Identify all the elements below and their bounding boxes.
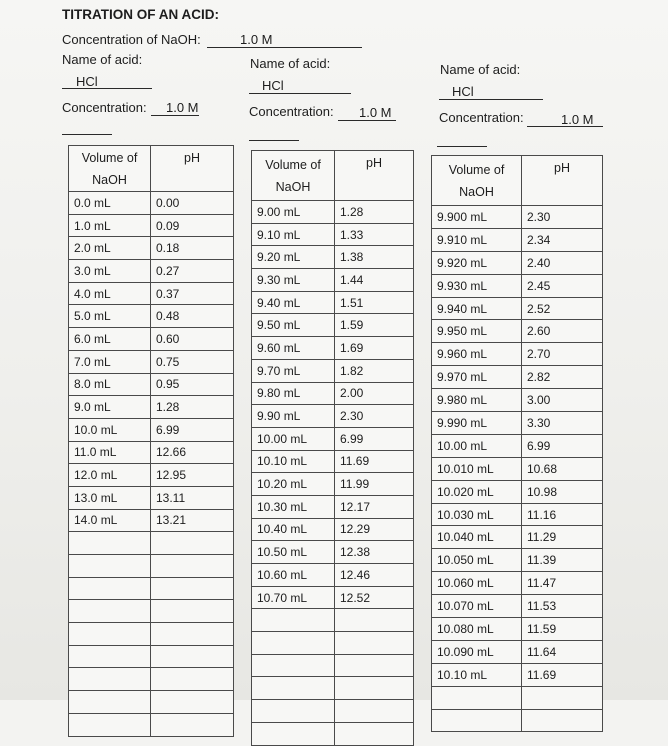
ph-cell: 0.37 [151, 282, 234, 305]
volume-cell: 10.080 mL [432, 618, 522, 641]
table-row [252, 700, 414, 723]
volume-cell [69, 645, 151, 668]
table-row [432, 709, 603, 732]
header-row [69, 146, 234, 192]
naoh-concentration-value: 1.0 M [240, 32, 273, 47]
ph-cell: 12.95 [151, 464, 234, 487]
volume-cell: 10.00 mL [432, 434, 522, 457]
table-row [252, 269, 414, 292]
trial1-concentration-label: Concentration: [62, 100, 147, 115]
ph-cell: 1.28 [151, 396, 234, 419]
trial2-concentration-underline [338, 120, 396, 121]
trial1-table [68, 145, 234, 737]
table-row [432, 526, 603, 549]
table-row [252, 564, 414, 587]
volume-header-line1: Volume of [81, 150, 138, 165]
volume-cell: 11.0 mL [69, 441, 151, 464]
ph-cell [335, 654, 414, 677]
table-row [252, 405, 414, 428]
ph-cell: 1.33 [335, 223, 414, 246]
volume-cell [69, 713, 151, 736]
volume-cell: 9.80 mL [252, 382, 335, 405]
ph-cell: 12.29 [335, 518, 414, 541]
ph-cell: 11.99 [335, 473, 414, 496]
volume-cell: 9.970 mL [432, 366, 522, 389]
volume-cell: 10.40 mL [252, 518, 335, 541]
volume-cell: 10.70 mL [252, 586, 335, 609]
trial3-concentration-underline [527, 126, 603, 127]
volume-cell: 4.0 mL [69, 282, 151, 305]
ph-cell [335, 677, 414, 700]
ph-cell: 12.66 [151, 441, 234, 464]
volume-cell: 9.10 mL [252, 223, 335, 246]
volume-cell: 9.50 mL [252, 314, 335, 337]
trial2-blank-line [249, 140, 299, 141]
ph-cell: 3.00 [522, 389, 603, 412]
table-row [432, 618, 603, 641]
volume-cell: 10.010 mL [432, 457, 522, 480]
table-row [69, 237, 234, 260]
table-row [432, 389, 603, 412]
volume-header [252, 151, 335, 201]
table-row [69, 486, 234, 509]
table-row [432, 595, 603, 618]
trial2-table [251, 150, 414, 746]
table-row [69, 691, 234, 714]
ph-cell: 1.69 [335, 337, 414, 360]
ph-cell [522, 709, 603, 732]
volume-cell [69, 532, 151, 555]
ph-cell: 3.30 [522, 412, 603, 435]
volume-cell: 9.0 mL [69, 396, 151, 419]
table-row [432, 343, 603, 366]
trial2-acid-name-value: HCl [262, 78, 284, 93]
header-row [432, 156, 603, 206]
volume-cell: 0.0 mL [69, 192, 151, 215]
worksheet-title: TITRATION OF AN ACID: [62, 7, 219, 22]
volume-cell [252, 609, 335, 632]
ph-cell [151, 623, 234, 646]
ph-cell: 2.00 [335, 382, 414, 405]
ph-cell [335, 609, 414, 632]
ph-cell: 12.38 [335, 541, 414, 564]
table-row [69, 668, 234, 691]
volume-cell: 10.040 mL [432, 526, 522, 549]
volume-cell: 10.20 mL [252, 473, 335, 496]
volume-cell: 12.0 mL [69, 464, 151, 487]
volume-cell: 1.0 mL [69, 214, 151, 237]
volume-cell: 10.10 mL [432, 663, 522, 686]
table-row [69, 214, 234, 237]
volume-cell: 10.50 mL [252, 541, 335, 564]
volume-cell: 3.0 mL [69, 260, 151, 283]
ph-cell: 11.39 [522, 549, 603, 572]
volume-cell: 10.0 mL [69, 418, 151, 441]
table-row [432, 251, 603, 274]
table-row [432, 457, 603, 480]
naoh-concentration-underline [207, 47, 362, 48]
trial3-acid-name-label: Name of acid: [440, 62, 521, 77]
ph-cell: 2.45 [522, 274, 603, 297]
volume-cell: 7.0 mL [69, 350, 151, 373]
trial3-acid-underline [439, 99, 543, 100]
trial1-concentration-underline [151, 115, 199, 116]
volume-cell: 9.930 mL [432, 274, 522, 297]
ph-cell: 2.40 [522, 251, 603, 274]
ph-cell [151, 532, 234, 555]
ph-cell [335, 700, 414, 723]
volume-cell [432, 686, 522, 709]
table-row [252, 541, 414, 564]
table-row [69, 713, 234, 736]
volume-cell: 9.00 mL [252, 201, 335, 224]
volume-cell: 9.40 mL [252, 291, 335, 314]
trial2-concentration-label: Concentration: [249, 104, 334, 119]
table-row [432, 206, 603, 229]
ph-cell: 11.69 [522, 663, 603, 686]
ph-cell: 10.68 [522, 457, 603, 480]
volume-cell: 10.060 mL [432, 572, 522, 595]
volume-cell: 9.960 mL [432, 343, 522, 366]
volume-cell: 10.030 mL [432, 503, 522, 526]
ph-cell [151, 600, 234, 623]
ph-cell: 0.27 [151, 260, 234, 283]
volume-header-line2: NaOH [275, 179, 311, 194]
ph-cell: 11.64 [522, 640, 603, 663]
ph-cell: 1.28 [335, 201, 414, 224]
volume-header-line2: NaOH [92, 172, 127, 187]
trial1-acid-name-label: Name of acid: [62, 52, 143, 67]
naoh-concentration-label: Concentration of NaOH: [62, 32, 201, 47]
ph-cell: 13.11 [151, 486, 234, 509]
ph-cell [151, 713, 234, 736]
trial3-table [431, 155, 603, 732]
table-row [69, 282, 234, 305]
trial3-concentration-label: Concentration: [439, 110, 524, 125]
ph-cell: 2.82 [522, 366, 603, 389]
ph-cell: 0.95 [151, 373, 234, 396]
volume-cell: 9.900 mL [432, 206, 522, 229]
volume-cell: 9.980 mL [432, 389, 522, 412]
volume-cell: 9.70 mL [252, 359, 335, 382]
ph-cell: 1.38 [335, 246, 414, 269]
table-row [252, 427, 414, 450]
trial3-concentration-value: 1.0 M [561, 112, 594, 127]
ph-cell [335, 632, 414, 655]
table-row [252, 722, 414, 745]
volume-cell: 6.0 mL [69, 328, 151, 351]
table-row [252, 495, 414, 518]
volume-cell: 9.920 mL [432, 251, 522, 274]
table-row [252, 201, 414, 224]
trial3-blank-line [437, 146, 487, 147]
volume-cell: 10.070 mL [432, 595, 522, 618]
ph-cell [151, 555, 234, 578]
volume-cell: 9.910 mL [432, 228, 522, 251]
ph-cell: 12.17 [335, 495, 414, 518]
ph-cell: 12.52 [335, 586, 414, 609]
volume-cell: 10.00 mL [252, 427, 335, 450]
volume-cell: 13.0 mL [69, 486, 151, 509]
ph-cell: 11.69 [335, 450, 414, 473]
ph-cell: 1.59 [335, 314, 414, 337]
header-row [252, 151, 414, 201]
ph-cell: 11.59 [522, 618, 603, 641]
table-row [252, 450, 414, 473]
ph-cell: 12.46 [335, 564, 414, 587]
table-row [432, 640, 603, 663]
table-row [252, 246, 414, 269]
table-row [69, 328, 234, 351]
table-row [432, 480, 603, 503]
ph-cell [151, 577, 234, 600]
ph-cell: 11.53 [522, 595, 603, 618]
volume-cell [69, 577, 151, 600]
volume-cell [252, 677, 335, 700]
volume-cell: 10.10 mL [252, 450, 335, 473]
table-row [252, 314, 414, 337]
ph-cell: 0.48 [151, 305, 234, 328]
volume-cell [252, 632, 335, 655]
volume-cell [69, 623, 151, 646]
table-row [252, 382, 414, 405]
volume-cell: 9.990 mL [432, 412, 522, 435]
table-row [69, 441, 234, 464]
table-row [432, 366, 603, 389]
table-row [432, 663, 603, 686]
ph-cell: 6.99 [335, 427, 414, 450]
ph-cell: 10.98 [522, 480, 603, 503]
table-row [252, 291, 414, 314]
table-row [432, 412, 603, 435]
table-row [69, 396, 234, 419]
table-row [69, 192, 234, 215]
volume-cell: 5.0 mL [69, 305, 151, 328]
ph-cell: 11.47 [522, 572, 603, 595]
volume-cell [432, 709, 522, 732]
ph-cell: 1.51 [335, 291, 414, 314]
table-row [69, 260, 234, 283]
ph-cell: 13.21 [151, 509, 234, 532]
table-row [252, 632, 414, 655]
trial2-acid-name-label: Name of acid: [250, 56, 331, 71]
table-row [432, 320, 603, 343]
table-row [432, 274, 603, 297]
volume-cell [69, 600, 151, 623]
table-row [69, 350, 234, 373]
volume-cell: 14.0 mL [69, 509, 151, 532]
table-row [69, 532, 234, 555]
table-row [252, 609, 414, 632]
ph-cell: 0.09 [151, 214, 234, 237]
ph-cell [522, 686, 603, 709]
ph-header: pH [151, 146, 234, 192]
volume-header-line1: Volume of [448, 162, 505, 177]
ph-cell: 0.60 [151, 328, 234, 351]
table-row [252, 677, 414, 700]
ph-cell: 1.44 [335, 269, 414, 292]
ph-cell: 1.82 [335, 359, 414, 382]
table-row [69, 305, 234, 328]
ph-cell [151, 645, 234, 668]
table-row [69, 600, 234, 623]
volume-cell [69, 691, 151, 714]
volume-cell: 10.050 mL [432, 549, 522, 572]
volume-cell: 10.60 mL [252, 564, 335, 587]
ph-cell: 6.99 [151, 418, 234, 441]
volume-cell: 10.020 mL [432, 480, 522, 503]
volume-header [69, 146, 151, 192]
table-row [69, 509, 234, 532]
table-row [252, 337, 414, 360]
ph-cell [151, 691, 234, 714]
volume-header [432, 156, 522, 206]
ph-cell: 11.16 [522, 503, 603, 526]
volume-cell: 9.30 mL [252, 269, 335, 292]
volume-cell [69, 668, 151, 691]
ph-header: pH [335, 151, 414, 201]
ph-cell: 2.30 [335, 405, 414, 428]
table-row [252, 359, 414, 382]
table-row [69, 577, 234, 600]
table-row [69, 555, 234, 578]
ph-cell: 2.30 [522, 206, 603, 229]
table-row [69, 418, 234, 441]
table-row [252, 586, 414, 609]
volume-cell [252, 722, 335, 745]
volume-cell: 9.90 mL [252, 405, 335, 428]
volume-cell: 9.60 mL [252, 337, 335, 360]
ph-cell: 6.99 [522, 434, 603, 457]
ph-cell: 2.52 [522, 297, 603, 320]
volume-cell [252, 700, 335, 723]
table-row [432, 297, 603, 320]
table-row [252, 654, 414, 677]
ph-cell: 0.00 [151, 192, 234, 215]
trial1-blank-line [62, 134, 112, 135]
trial1-concentration-value: 1.0 M [166, 100, 199, 115]
ph-cell: 2.70 [522, 343, 603, 366]
volume-cell: 9.20 mL [252, 246, 335, 269]
volume-cell: 8.0 mL [69, 373, 151, 396]
ph-header: pH [522, 156, 603, 206]
table-row [69, 373, 234, 396]
table-row [252, 223, 414, 246]
table-row [252, 473, 414, 496]
volume-cell: 10.090 mL [432, 640, 522, 663]
ph-cell: 2.34 [522, 228, 603, 251]
volume-cell: 2.0 mL [69, 237, 151, 260]
table-row [432, 434, 603, 457]
volume-cell: 9.950 mL [432, 320, 522, 343]
ph-cell [151, 668, 234, 691]
ph-cell [335, 722, 414, 745]
ph-cell: 2.60 [522, 320, 603, 343]
trial1-acid-name-value: HCl [76, 74, 98, 89]
table-row [69, 464, 234, 487]
volume-cell: 10.30 mL [252, 495, 335, 518]
table-row [69, 623, 234, 646]
trial1-acid-underline [62, 88, 152, 89]
volume-cell: 9.940 mL [432, 297, 522, 320]
volume-cell [252, 654, 335, 677]
trial3-acid-name-value: HCl [452, 84, 474, 99]
ph-cell: 11.29 [522, 526, 603, 549]
table-row [252, 518, 414, 541]
trial2-acid-underline [249, 93, 351, 94]
table-row [432, 549, 603, 572]
table-row [432, 572, 603, 595]
ph-cell: 0.18 [151, 237, 234, 260]
table-row [69, 645, 234, 668]
table-row [432, 686, 603, 709]
volume-cell [69, 555, 151, 578]
volume-header-line2: NaOH [459, 184, 494, 199]
volume-header-line1: Volume of [265, 157, 321, 172]
ph-cell: 0.75 [151, 350, 234, 373]
table-row [432, 228, 603, 251]
trial2-concentration-value: 1.0 M [359, 105, 392, 120]
table-row [432, 503, 603, 526]
